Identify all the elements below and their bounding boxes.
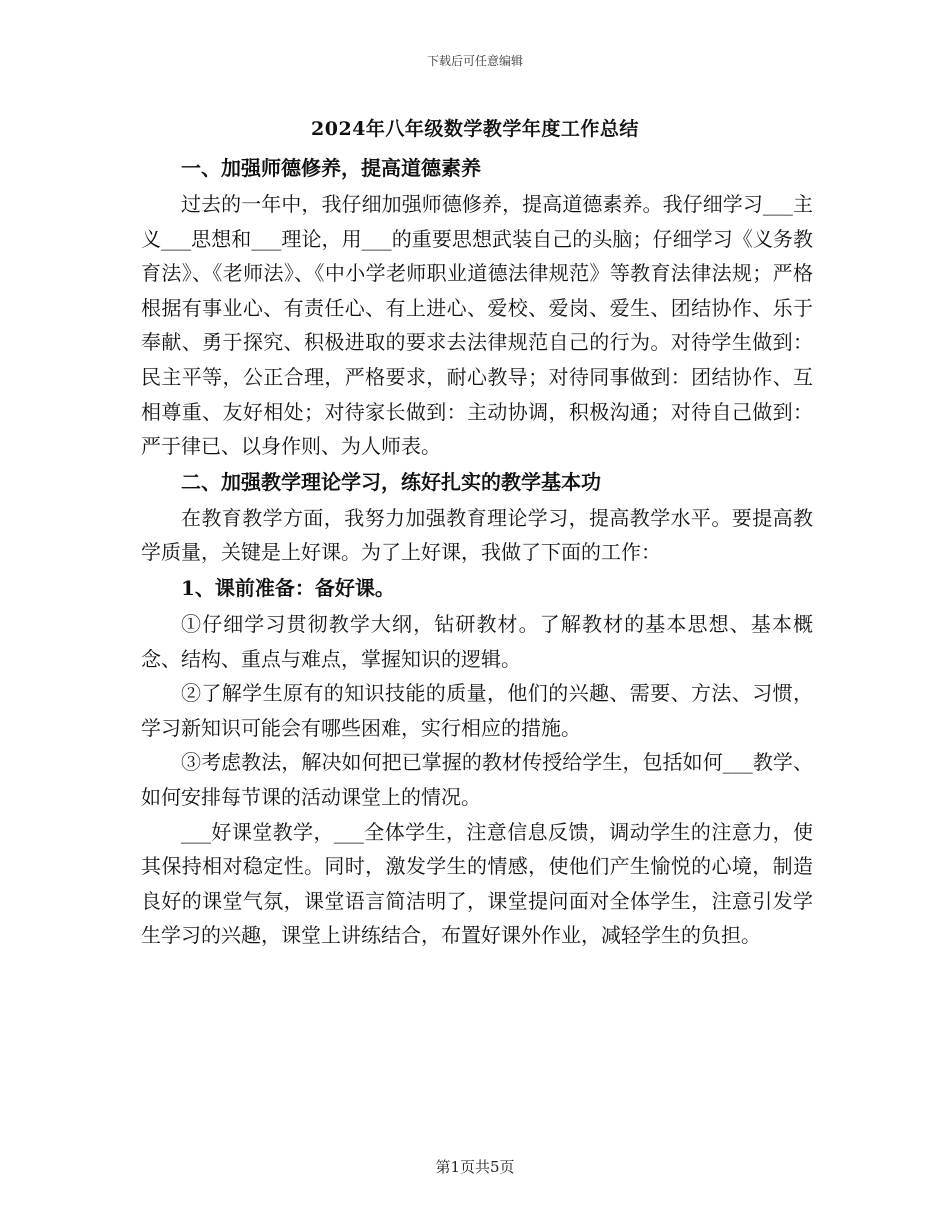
body-paragraph: 过去的一年中，我仔细加强师德修养，提高道德素养。我仔细学习___主义___思想和___理论，用___的重要思想武装自己的头脑；仔细学习《义务教育法》、《老师法》、《中小学老师职业道德法律规范》等教育法律法规；严格根据有事业心、有责任心、有上进心、爱校、爱岗、爱生、团结协作、乐于奉献、勇于探究、积极进取的要求去法律规范自己的行为。对待学生做到：民主平等，公正合理，严格要求，耐心教导；对待同事做到：团结协作、互相尊重、友好相处；对待家长做到：主动协调，积极沟通；对待自己做到：严于律已、以身作则、为人师表。 [141, 192, 813, 459]
download-note: 下载后可任意编辑 [426, 54, 523, 68]
page-indicator: 第1页共5页 [435, 1158, 515, 1176]
body-paragraph: 在教育教学方面，我努力加强教育理论学习，提高教学水平。要提高教学质量，关键是上好课。为了上好课，我做了下面的工作： [141, 505, 813, 565]
subsection-heading: 1、课前准备：备好课。 [181, 575, 395, 600]
list-item: ③考虑教法，解决如何把已掌握的教材传授给学生，包括如何___教学、如何安排每节课的活动课堂上的情况。 [141, 750, 813, 809]
list-item: ②了解学生原有的知识技能的质量，他们的兴趣、需要、方法、习惯，学习新知识可能会有哪些困难，实行相应的措施。 [141, 681, 813, 740]
list-item: ①仔细学习贯彻教学大纲，钻研教材。了解教材的基本思想、基本概念、结构、重点与难点，掌握知识的逻辑。 [141, 611, 813, 671]
section-heading-2: 二、加强教学理论学习，练好扎实的教学基本功 [181, 469, 601, 494]
document-body [141, 150, 813, 953]
section-heading-1: 一、加强师德修养，提高道德素养 [181, 156, 481, 180]
body-paragraph: ___好课堂教学，___全体学生，注意信息反馈，调动学生的注意力，使其保持相对稳定性。同时，激发学生的情感，使他们产生愉悦的心境，制造良好的课堂气氛，课堂语言简洁明了，课堂提问面对全体学生，注意引发学生学习的兴趣，课堂上讲练结合，布置好课外作业，减轻学生的负担。 [141, 819, 813, 948]
document-title: 2024年八年级数学教学年度工作总结 [311, 118, 639, 140]
